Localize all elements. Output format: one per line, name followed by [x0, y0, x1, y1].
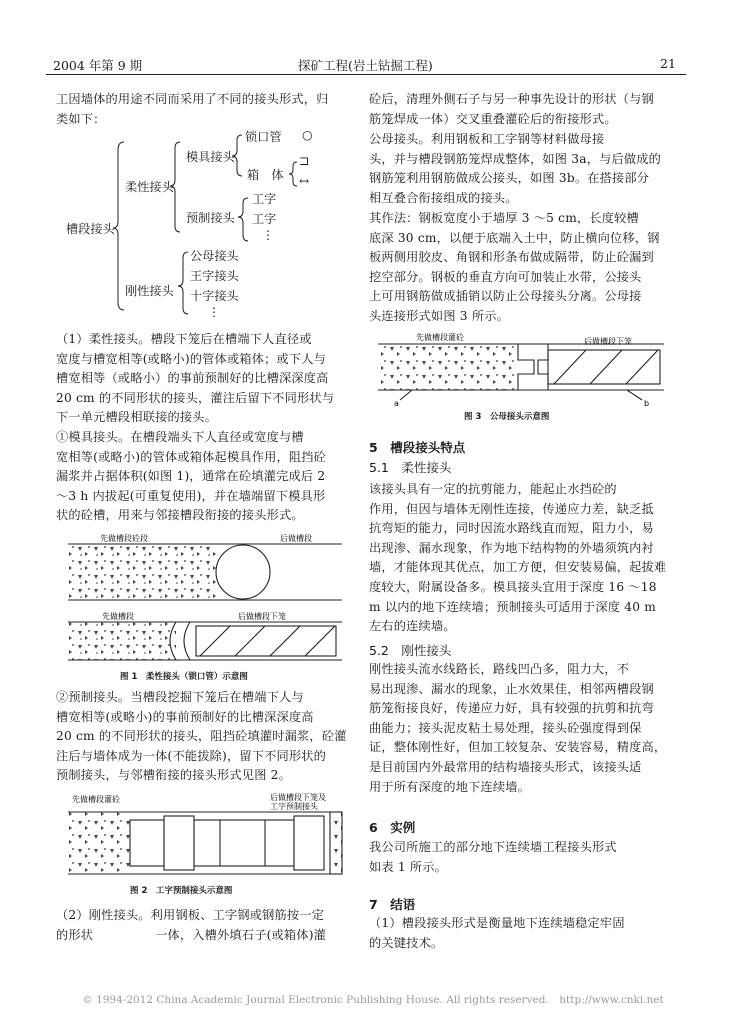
figure-1-caption: 图 1 柔性接头（锁口管）示意图 [120, 672, 248, 682]
section-5-2-heading: 5.2 刚性接头 [369, 643, 452, 658]
fig3-label-b: 后做槽段下笼 [584, 337, 632, 346]
pipe-symbol: ○ [302, 128, 313, 142]
mold-joint-paragraph: ①模具接头。在槽段端头下人直径或宽度与槽 宽相等(或略小)的管体或箱体起模具作用，阻挡砼 漏浆并占据体积(如图 1)，通常在砼填灌完成后 2 ～3 h 内拔起(可重复使用)，并在墙端留下模具形 状的砼槽，用来与邻接槽段衔接的接头形式。 [56, 430, 327, 523]
rigid-joint-paragraph: （2）刚性接头。利用钢板、工字钢或钢筋按一定 的形状 一体，入槽外填石子(或箱体)灌 [56, 908, 327, 942]
fig3-label-d: b [644, 399, 650, 408]
figure-2-diagram [60, 790, 352, 882]
fig1-label-b: 后做槽段 [280, 534, 312, 543]
tree-gong-1: 工字 [252, 192, 277, 206]
figure-2-caption: 图 2 工字预制接头示意图 [130, 886, 233, 896]
tree-pipe: 锁口管 [245, 130, 282, 144]
issue-label: 2004 年第 9 期 [53, 58, 143, 73]
tree-precast: 预制接头 [186, 211, 235, 225]
rigid-features-paragraph: 刚性接头流水线路长，路线凹凸多，阻力大，不 易出现渗、漏水的现象，止水效果佳，相邻两槽段钢 筋笼衔接良好，传递应力好，具有较强的抗剪和抗弯 曲能力；接头泥皮粘土易处理，接头砼强度得到保 证，整体刚性好，但加工较复杂、安装容易，精度高， 是目前国内外最常用的结构墙接头形式，该接头适 用于所有深度的地下连续墙。 [369, 662, 667, 794]
tree-gong-2: 工字 [252, 212, 277, 226]
flexible-joint-paragraph: （1）柔性接头。槽段下笼后在槽端下人直径或 宽度与槽宽相等(或略小)的管体或箱体；或下人与 槽宽相等（或略小）的事前预制好的比槽深深度高 20 cm 的不同形状的接头，灌注后留下不同形状与 下一单元槽段相联接的接头。 [56, 332, 335, 425]
fig3-label-c: a [394, 399, 399, 408]
figure-3-caption: 图 3 公母接头示意图 [464, 412, 550, 422]
section-5-heading: 5 槽段接头特点 [369, 440, 466, 455]
tree-rigid-item-3: 十字接头 [190, 289, 239, 303]
male-female-joint-paragraph: 公母接头。利用钢板和工字钢等材料做母接 头，并与槽段钢筋笼焊成整体，如图 3a，与后做成的 钢筋笼利用钢筋做成公接头，如图 3b。在搭接部分 相互叠合衔接组成的接头。 [369, 132, 662, 205]
section-7-heading: 7 结语 [369, 897, 416, 912]
tree-rigid-dots: ⋮ [208, 305, 221, 319]
intro-paragraph: 工因墙体的用途不同而采用了不同的接头形式，归 类如下： [56, 92, 329, 126]
page-number: 21 [660, 56, 676, 71]
fig2-label-c: 工字预制接头 [270, 802, 318, 811]
fig1-label-a: 先做槽段砼段 [100, 534, 148, 543]
figure-1-diagram [60, 530, 350, 665]
box-symbol-2: ↔ [299, 174, 310, 188]
fig3-label-a: 先做槽段灌砼 [416, 333, 464, 342]
right-para-1: 砼后，清理外侧石子与另一种事先设计的形状（与钢 筋笼焊成一体）交叉重叠灌砼后的衔接形式。 [369, 92, 654, 126]
figure-3-diagram [372, 330, 672, 408]
example-paragraph: 我公司所施工的部分地下连续墙工程接头形式 如表 1 所示。 [369, 840, 617, 874]
tree-rigid-item-2: 王字接头 [190, 269, 239, 283]
tree-mold: 模具接头 [186, 150, 235, 164]
method-paragraph: 其作法：钢板宽度小于墙厚 3 ～5 cm，长度较槽 底深 30 cm，以便于底端入土中，防止横向位移，钢 板两侧用胶皮、角钢和形条布做成隔带，防止砼漏到 挖空部分。钢板的垂直方向可加装止水带，公接头 上可用钢筋做成插销以防止公母接头分离。公母接 头连接形式如图 3 所示。 [369, 211, 660, 323]
tree-rigid: 刚性接头 [125, 284, 174, 298]
flexible-features-paragraph: 该接头具有一定的抗剪能力，能起止水挡砼的 作用，但因与墙体无刚性连接，传递应力差，缺乏抵 抗弯矩的能力，同时因流水路线直而短，阻力小，易 出现渗、漏水现象，作为地下结构物的外墙须筑内衬 墙，才能体现其优点，加工方便，但安装易偏，起拔难 度较大，附属设备多。模具接头宜用于深度 16 ～18 m 以内的地下连续墙；预制接头可适用于深度 40 m 左右的连续墙。 [369, 482, 667, 634]
section-6-heading: 6 实例 [369, 820, 416, 835]
tree-flexible: 柔性接头 [125, 180, 174, 194]
tree-dots: ⋮ [262, 228, 275, 242]
section-5-1-heading: 5.1 柔性接头 [369, 460, 452, 475]
box-symbol-1: ⊐ [299, 154, 310, 168]
conclusion-paragraph: （1）槽段接头形式是衡量地下连续墙稳定牢固 的关键技术。 [369, 916, 625, 950]
journal-title: 探矿工程(岩土钻掘工程) [298, 58, 433, 73]
precast-joint-paragraph: ②预制接头。当槽段挖掘下笼后在槽端下人与 槽宽相等(或略小)的事前预制好的比槽深深度高 20 cm 的不同形状的接头，阻挡砼填灌时漏浆，砼灌 注后与墙体成为一体(不能拔除)，留下不同形状的 预制接头，与邻槽衔接的接头形式见图 2。 [56, 690, 347, 783]
fig2-label-b: 后做槽段下笼及 [270, 793, 326, 802]
tree-rigid-item-1: 公母接头 [190, 249, 239, 263]
fig2-label-a: 先做槽段灌砼 [72, 795, 120, 804]
fig1-label-d: 后做槽段下笼 [238, 612, 286, 621]
tree-root: 槽段接头 [66, 222, 115, 236]
fig1-label-c: 先做槽段 [102, 612, 134, 621]
copyright-footer: © 1994-2012 China Academic Journal Electronic Publishing House. All rights reserved. http://www.cnki.net [82, 994, 664, 1006]
tree-box: 箱 体 [247, 168, 284, 182]
